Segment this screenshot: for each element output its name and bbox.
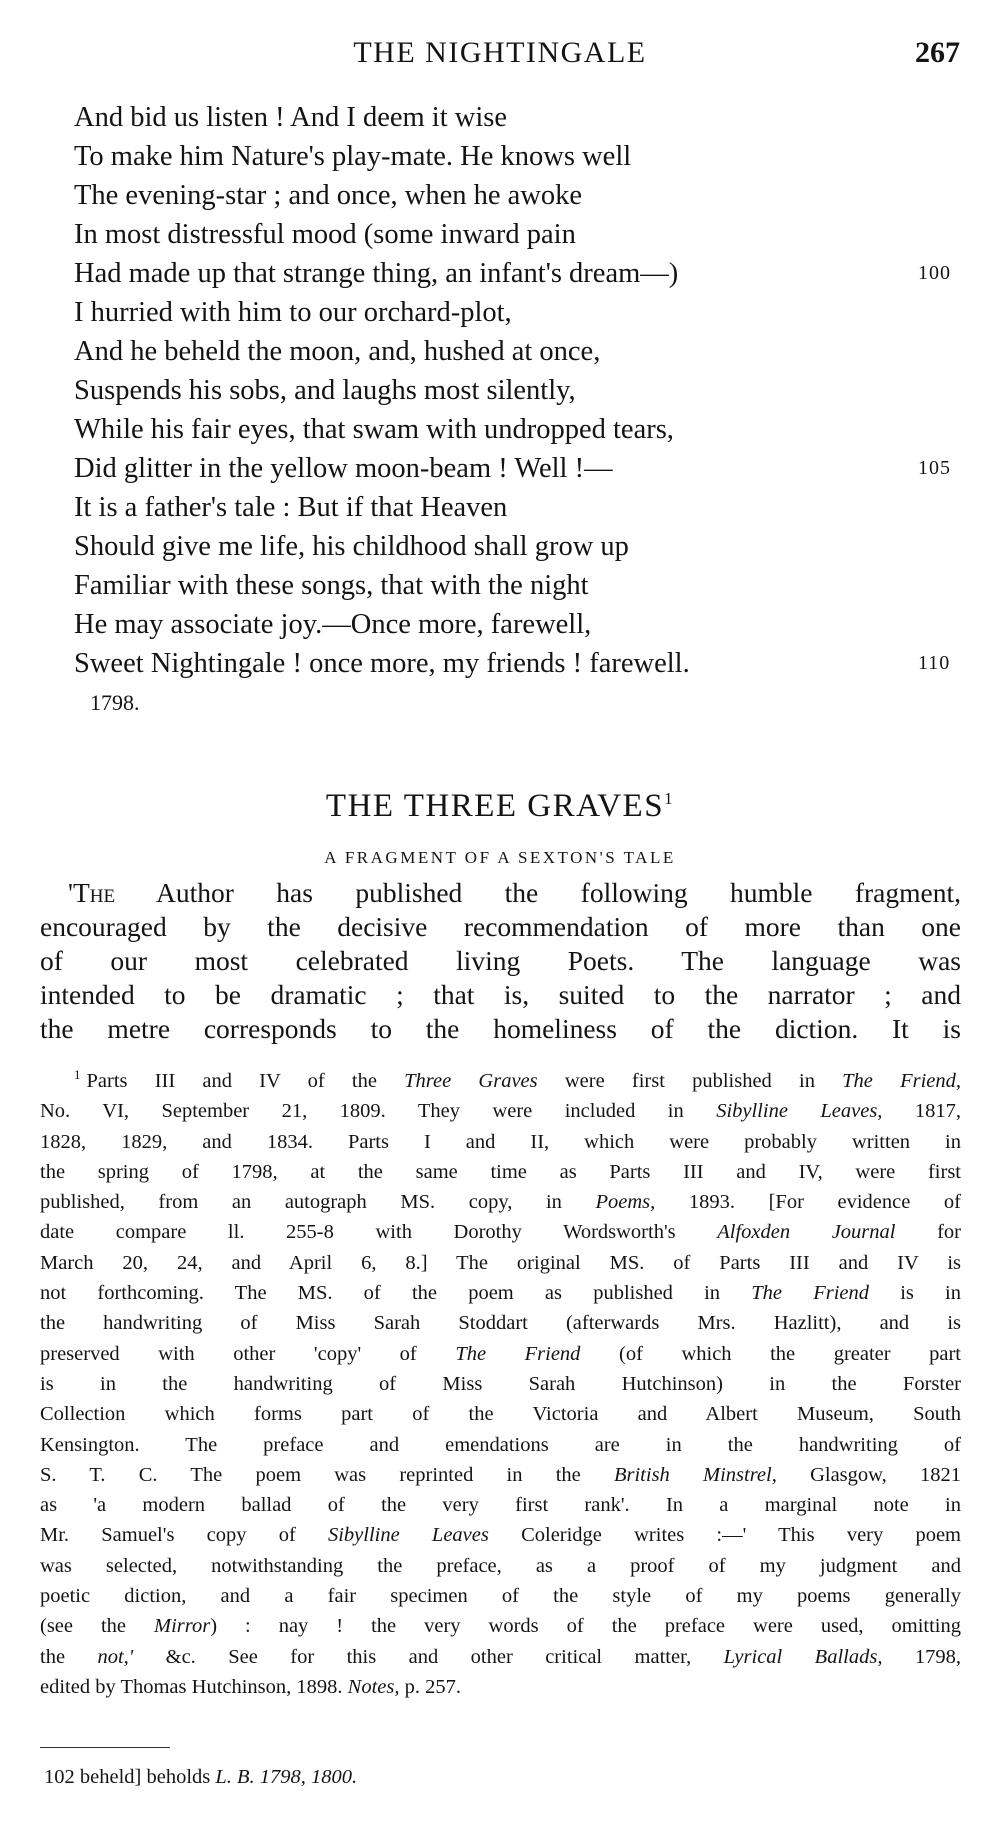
footnote-text: date compare ll. 255-8 with Dorothy Wordsworth's bbox=[40, 1221, 718, 1244]
footnote-text: published, from an autograph MS. copy, in bbox=[40, 1191, 596, 1214]
footnote-text: Parts III and IV of the bbox=[86, 1070, 405, 1092]
verse-line bbox=[74, 137, 974, 176]
footnote-reference: 1 bbox=[664, 789, 675, 808]
intro-paragraph bbox=[40, 876, 961, 1046]
footnote-text: No. VI, September 21, 1809. They were included in bbox=[40, 1100, 717, 1123]
verse-text: To make him Nature's play-mate. He knows well bbox=[74, 141, 632, 172]
poem-stanza bbox=[74, 98, 974, 683]
footnote-text: &c. See for this and other critical matter, bbox=[133, 1645, 724, 1668]
footnote-line bbox=[40, 1672, 961, 1702]
verse-text: It is a father's tale : But if that Heaven bbox=[74, 492, 508, 523]
verse-text: He may associate joy.—Once more, farewell, bbox=[74, 609, 592, 640]
footnote-line bbox=[40, 1217, 961, 1247]
verse-text: In most distressful mood (some inward pain bbox=[74, 219, 576, 250]
verse-line bbox=[74, 215, 974, 254]
footnote bbox=[40, 1066, 961, 1702]
footnote-text: were first published in bbox=[537, 1070, 843, 1092]
verse-line bbox=[74, 254, 974, 293]
footnote-text: Mr. Samuel's copy of bbox=[40, 1524, 328, 1547]
verse-line bbox=[74, 293, 974, 332]
footnote-italic: Mirror bbox=[154, 1615, 211, 1638]
verse-line bbox=[74, 410, 974, 449]
textual-variant-note bbox=[44, 1766, 357, 1789]
line-number: 100 bbox=[918, 262, 951, 284]
smallcaps-word: The bbox=[72, 877, 116, 908]
verse-line bbox=[74, 644, 974, 683]
footnote-text: is in bbox=[869, 1282, 962, 1305]
verse-text: And he beheld the moon, and, hushed at once, bbox=[74, 336, 601, 367]
footnote-italic: Sibylline Leaves bbox=[327, 1524, 489, 1547]
variant-line-ref: 102 bbox=[44, 1766, 75, 1788]
footnote-text: Coleridge writes :—' This very poem bbox=[488, 1524, 962, 1547]
verse-line bbox=[74, 371, 974, 410]
footnote-line: poetic diction, and a fair specimen of the style of my poems generally bbox=[40, 1585, 961, 1608]
verse-text: And bid us listen ! And I deem it wise bbox=[74, 102, 507, 133]
footnote-line bbox=[40, 1520, 961, 1550]
intro-line bbox=[40, 876, 961, 910]
footnote-line: 1828, 1829, and 1834. Parts I and II, which were probably written in bbox=[40, 1130, 961, 1153]
intro-line: encouraged by the decisive recommendation of more than one bbox=[40, 911, 961, 942]
footnote-text: for bbox=[895, 1221, 961, 1244]
verse-text: Sweet Nightingale ! once more, my friends ! farewell. bbox=[74, 648, 690, 679]
footnote-line bbox=[40, 1187, 961, 1217]
intro-line: of our most celebrated living Poets. The language was bbox=[40, 945, 961, 976]
footnote-text: (of which the greater part bbox=[580, 1342, 962, 1365]
footnote-line bbox=[40, 1278, 961, 1308]
intro-line: the metre corresponds to the homeliness of the diction. It is bbox=[40, 1013, 961, 1044]
footnote-text: S. T. C. The poem was reprinted in the bbox=[40, 1463, 614, 1486]
footnote-italic: Notes, bbox=[347, 1675, 400, 1698]
verse-line bbox=[74, 527, 974, 566]
footnote-line: as 'a modern ballad of the very first rank'. In a marginal note in bbox=[40, 1494, 961, 1517]
verse-line bbox=[74, 176, 974, 215]
verse-line bbox=[74, 332, 974, 371]
intro-text: Author has published the following humble fragment, bbox=[115, 877, 961, 908]
verse-text: While his fair eyes, that swam with undropped tears, bbox=[74, 414, 674, 445]
verse-text: Did glitter in the yellow moon-beam ! Well !— bbox=[74, 453, 613, 484]
footnote-italic: Sibylline Leaves, bbox=[716, 1100, 883, 1123]
footnote-italic: Poems, bbox=[595, 1191, 656, 1214]
footnote-text: 1893. [For evidence of bbox=[655, 1191, 961, 1214]
footnote-text: 1798, bbox=[882, 1645, 962, 1668]
verse-line bbox=[74, 488, 974, 527]
footnote-line: was selected, notwithstanding the preface, as a proof of my judgment and bbox=[40, 1554, 961, 1577]
verse-line bbox=[74, 566, 974, 605]
verse-line bbox=[74, 98, 974, 137]
verse-text: Had made up that strange thing, an infant's dream—) bbox=[74, 258, 679, 289]
footnote-italic: Three Graves bbox=[404, 1070, 538, 1092]
footnote-text: not forthcoming. The MS. of the poem as published in bbox=[40, 1282, 752, 1305]
verse-line bbox=[74, 605, 974, 644]
footnote-text: preserved with other 'copy' of bbox=[40, 1342, 456, 1365]
footnote-italic: The Friend bbox=[751, 1282, 869, 1305]
line-number: 105 bbox=[918, 457, 951, 479]
running-head bbox=[0, 36, 1000, 76]
footnote-line: is in the handwriting of Miss Sarah Hutchinson) in the Forster bbox=[40, 1372, 961, 1395]
footnote-italic: not,' bbox=[97, 1645, 134, 1668]
footnote-italic: British Minstrel, bbox=[613, 1463, 777, 1486]
footnote-line bbox=[40, 1339, 961, 1369]
footnote-line bbox=[40, 1611, 961, 1641]
footnote-italic: The Friend, bbox=[842, 1070, 962, 1092]
footnote-line: Kensington. The preface and emendations are in the handwriting of bbox=[40, 1433, 961, 1456]
intro-line: intended to be dramatic ; that is, suited to the narrator ; and bbox=[40, 979, 961, 1010]
footnote-text: the bbox=[40, 1645, 98, 1668]
poem-date: 1798. bbox=[90, 690, 140, 715]
verse-text: Should give me life, his childhood shall grow up bbox=[74, 531, 629, 562]
line-number: 110 bbox=[918, 652, 951, 674]
footnote-divider bbox=[40, 1747, 170, 1748]
footnote-line: March 20, 24, and April 6, 8.] The original MS. of Parts III and IV is bbox=[40, 1251, 961, 1274]
footnote-line bbox=[40, 1096, 961, 1126]
footnote-text: edited by Thomas Hutchinson, 1898. bbox=[40, 1675, 348, 1698]
footnote-text: ) : nay ! the very words of the preface were used, omitting bbox=[210, 1615, 961, 1638]
footnote-text: (see the bbox=[40, 1615, 155, 1638]
verse-line bbox=[74, 449, 974, 488]
variant-source: L. B. 1798, 1800. bbox=[215, 1766, 358, 1788]
footnote-italic: The Friend bbox=[455, 1342, 581, 1365]
section-title-text: THE THREE GRAVES bbox=[325, 788, 665, 824]
footnote-line: Collection which forms part of the Victoria and Albert Museum, South bbox=[40, 1403, 961, 1426]
footnote-line: the handwriting of Miss Sarah Stoddart (afterwards Mrs. Hazlitt), and is bbox=[40, 1312, 961, 1335]
footnote-italic: Alfoxden Journal bbox=[717, 1221, 896, 1244]
footnote-italic: Lyrical Ballads, bbox=[723, 1645, 883, 1668]
section-subtitle: A FRAGMENT OF A SEXTON'S TALE bbox=[324, 848, 676, 867]
section-title bbox=[0, 788, 1000, 825]
footnote-text: Glasgow, 1821 bbox=[776, 1463, 961, 1486]
footnote-marker: 1 bbox=[74, 1067, 81, 1083]
footnote-line bbox=[40, 1066, 961, 1096]
footnote-line: the spring of 1798, at the same time as Parts III and IV, were first bbox=[40, 1160, 961, 1183]
footnote-line bbox=[40, 1642, 961, 1672]
footnote-line bbox=[40, 1460, 961, 1490]
running-title: THE NIGHTINGALE bbox=[353, 36, 647, 69]
verse-text: Familiar with these songs, that with the night bbox=[74, 570, 589, 601]
page-number: 267 bbox=[915, 36, 960, 69]
footnote-text: p. 257. bbox=[399, 1675, 461, 1698]
opening-quote: ' bbox=[68, 877, 73, 908]
footnote-text: 1817, bbox=[882, 1100, 961, 1123]
verse-text: Suspends his sobs, and laughs most silently, bbox=[74, 375, 576, 406]
verse-text: I hurried with him to our orchard-plot, bbox=[74, 297, 512, 328]
verse-text: The evening-star ; and once, when he awoke bbox=[74, 180, 583, 211]
variant-lemma: beheld] beholds bbox=[74, 1766, 216, 1788]
